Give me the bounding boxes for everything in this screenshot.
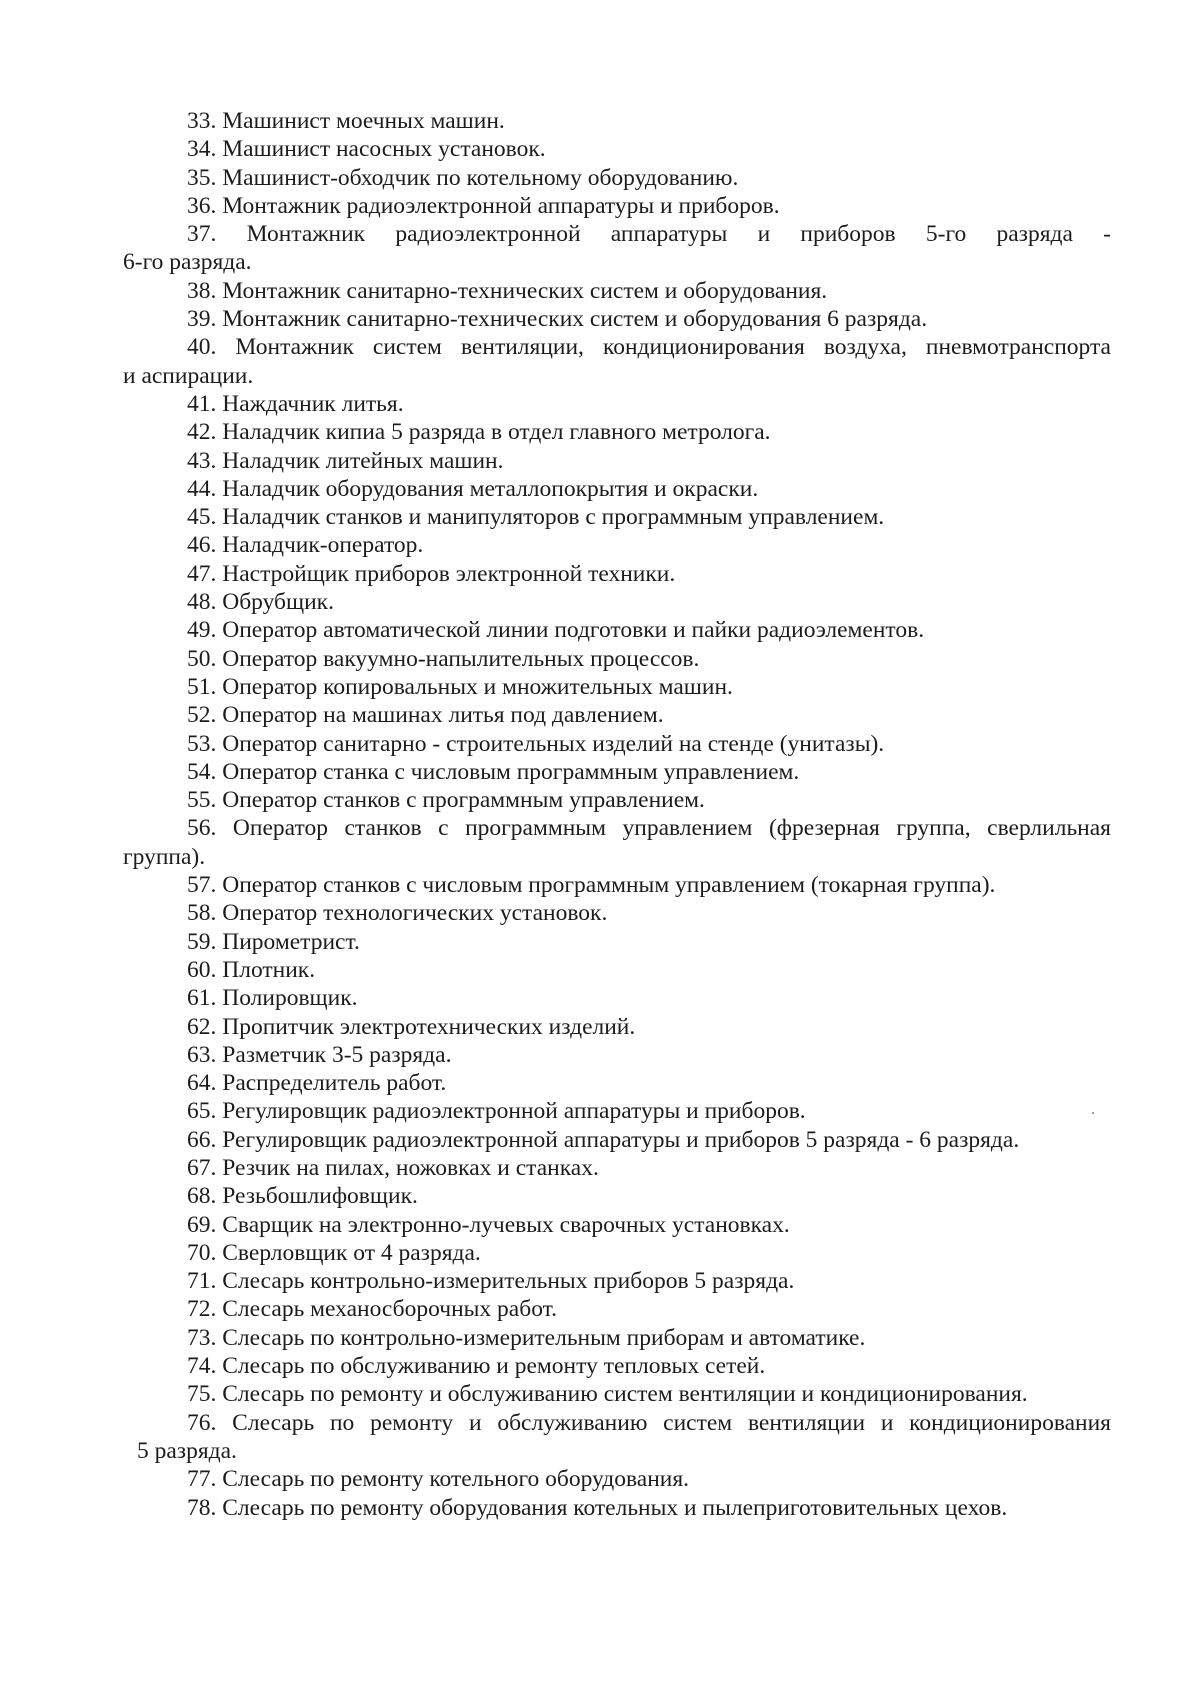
list-item (123, 956, 1111, 984)
list-item-text: 43. Наладчик литейных машин. (187, 447, 504, 474)
list-item-text: 57. Оператор станков с числовым программным управлением (токарная группа). (187, 872, 996, 899)
list-item (123, 899, 1111, 927)
list-item (123, 814, 1111, 871)
list-item (123, 1465, 1111, 1493)
list-item-text: 34. Машинист насосных установок. (187, 136, 546, 163)
list-item-text: 55. Оператор станков с программным управлением. (187, 787, 705, 814)
list-item-text: 67. Резчик на пилах, ножовках и станках. (187, 1154, 599, 1181)
list-item-text: 50. Оператор вакуумно-напылительных процессов. (187, 645, 700, 672)
list-item (123, 758, 1111, 786)
list-item-text: 52. Оператор на машинах литья под давлением. (187, 702, 664, 729)
list-item-text: 56. Оператор станков с программным управлением (фрезерная группа, сверлильная (187, 815, 1111, 842)
profession-list (123, 107, 1111, 1522)
list-item (123, 730, 1111, 758)
list-item (123, 1380, 1111, 1408)
list-item (123, 1267, 1111, 1295)
list-item (123, 107, 1111, 135)
list-item (123, 871, 1111, 899)
list-item (123, 503, 1111, 531)
list-item (123, 1097, 1111, 1125)
list-item-text: 49. Оператор автоматической линии подготовки и пайки радиоэлементов. (187, 617, 925, 644)
list-item (123, 1126, 1111, 1154)
list-item (123, 588, 1111, 616)
list-item (123, 1409, 1111, 1466)
list-item-text: 36. Монтажник радиоэлектронной аппаратуры и приборов. (187, 192, 780, 219)
list-item (123, 305, 1111, 333)
list-item (123, 1182, 1111, 1210)
list-item-text: 64. Распределитель работ. (187, 1070, 447, 1097)
list-item (123, 475, 1111, 503)
list-item-text: 66. Регулировщик радиоэлектронной аппаратуры и приборов 5 разряда - 6 разряда. (187, 1126, 1020, 1153)
list-item-text: 51. Оператор копировальных и множительных машин. (187, 673, 733, 700)
list-item (123, 616, 1111, 644)
list-item (123, 673, 1111, 701)
list-item (123, 1239, 1111, 1267)
list-item (123, 1211, 1111, 1239)
list-item-text: 65. Регулировщик радиоэлектронной аппаратуры и приборов. (187, 1098, 806, 1125)
list-item-text: 35. Машинист-обходчик по котельному оборудованию. (187, 164, 739, 191)
list-item-text: 47. Настройщик приборов электронной техники. (187, 560, 676, 587)
list-item-text: 45. Наладчик станков и манипуляторов с программным управлением. (187, 504, 885, 531)
list-item (123, 701, 1111, 729)
list-item (123, 192, 1111, 220)
list-item (123, 220, 1111, 277)
list-item (123, 786, 1111, 814)
list-item (123, 560, 1111, 588)
list-item (123, 277, 1111, 305)
list-item-text: 75. Слесарь по ремонту и обслуживанию систем вентиляции и кондиционирования. (187, 1381, 1028, 1408)
list-item-text: 58. Оператор технологических установок. (187, 900, 608, 927)
list-item-text: 38. Монтажник санитарно-технических систем и оборудования. (187, 277, 828, 304)
list-item-text: 40. Монтажник систем вентиляции, кондиционирования воздуха, пневмотранспорта (187, 334, 1111, 361)
list-item-text: 42. Наладчик кипиа 5 разряда в отдел главного метролога. (187, 419, 771, 446)
list-item-continuation: группа). (123, 843, 206, 870)
list-item-text: 54. Оператор станка с числовым программным управлением. (187, 758, 800, 785)
list-item-text: 71. Слесарь контрольно-измерительных приборов 5 разряда. (187, 1268, 795, 1295)
list-item (123, 928, 1111, 956)
list-item-text: 53. Оператор санитарно - строительных изделий на стенде (унитазы). (187, 730, 885, 757)
list-item-continuation: и аспирации. (123, 362, 254, 389)
scan-speck (1092, 1112, 1094, 1114)
list-item (123, 164, 1111, 192)
list-item-text: 46. Наладчик-оператор. (187, 532, 424, 559)
list-item (123, 1352, 1111, 1380)
list-item-text: 76. Слесарь по ремонту и обслуживанию систем вентиляции и кондиционирования (187, 1409, 1111, 1436)
list-item-text: 62. Пропитчик электротехнических изделий. (187, 1013, 636, 1040)
list-item (123, 447, 1111, 475)
list-item (123, 1013, 1111, 1041)
list-item (123, 984, 1111, 1012)
list-item (123, 531, 1111, 559)
list-item (123, 1494, 1111, 1522)
list-item-text: 77. Слесарь по ремонту котельного оборудования. (187, 1466, 690, 1493)
list-item (123, 1041, 1111, 1069)
list-item-continuation: 5 разряда. (137, 1437, 237, 1464)
list-item-continuation: 6-го разряда. (123, 249, 252, 276)
list-item (123, 333, 1111, 390)
list-item-text: 68. Резьбошлифовщик. (187, 1183, 418, 1210)
list-item-text: 73. Слесарь по контрольно-измерительным приборам и автоматике. (187, 1324, 866, 1351)
list-item-text: 59. Пирометрист. (187, 928, 360, 955)
list-item-text: 61. Полировщик. (187, 985, 358, 1012)
list-item-text: 69. Сварщик на электронно-лучевых сварочных установках. (187, 1211, 790, 1238)
list-item-text: 48. Обрубщик. (187, 589, 334, 616)
list-item (123, 135, 1111, 163)
list-item (123, 1069, 1111, 1097)
list-item (123, 1324, 1111, 1352)
list-item-text: 60. Плотник. (187, 956, 316, 983)
list-item-text: 78. Слесарь по ремонту оборудования котельных и пылеприготовительных цехов. (187, 1494, 1008, 1521)
list-item-text: 70. Сверловщик от 4 разряда. (187, 1239, 481, 1266)
list-item-text: 41. Наждачник литья. (187, 390, 404, 417)
list-item (123, 1154, 1111, 1182)
list-item-text: 33. Машинист моечных машин. (187, 108, 505, 134)
list-item-text: 37. Монтажник радиоэлектронной аппаратуры и приборов 5-го разряда - (187, 221, 1111, 248)
list-item (123, 1295, 1111, 1323)
list-item (123, 645, 1111, 673)
list-item (123, 390, 1111, 418)
list-item-text: 72. Слесарь механосборочных работ. (187, 1296, 558, 1323)
list-item-text: 63. Разметчик 3-5 разряда. (187, 1041, 452, 1068)
list-item-text: 74. Слесарь по обслуживанию и ремонту тепловых сетей. (187, 1353, 766, 1380)
list-item (123, 418, 1111, 446)
list-item-text: 44. Наладчик оборудования металлопокрытия и окраски. (187, 475, 759, 502)
list-item-text: 39. Монтажник санитарно-технических систем и оборудования 6 разряда. (187, 306, 928, 333)
